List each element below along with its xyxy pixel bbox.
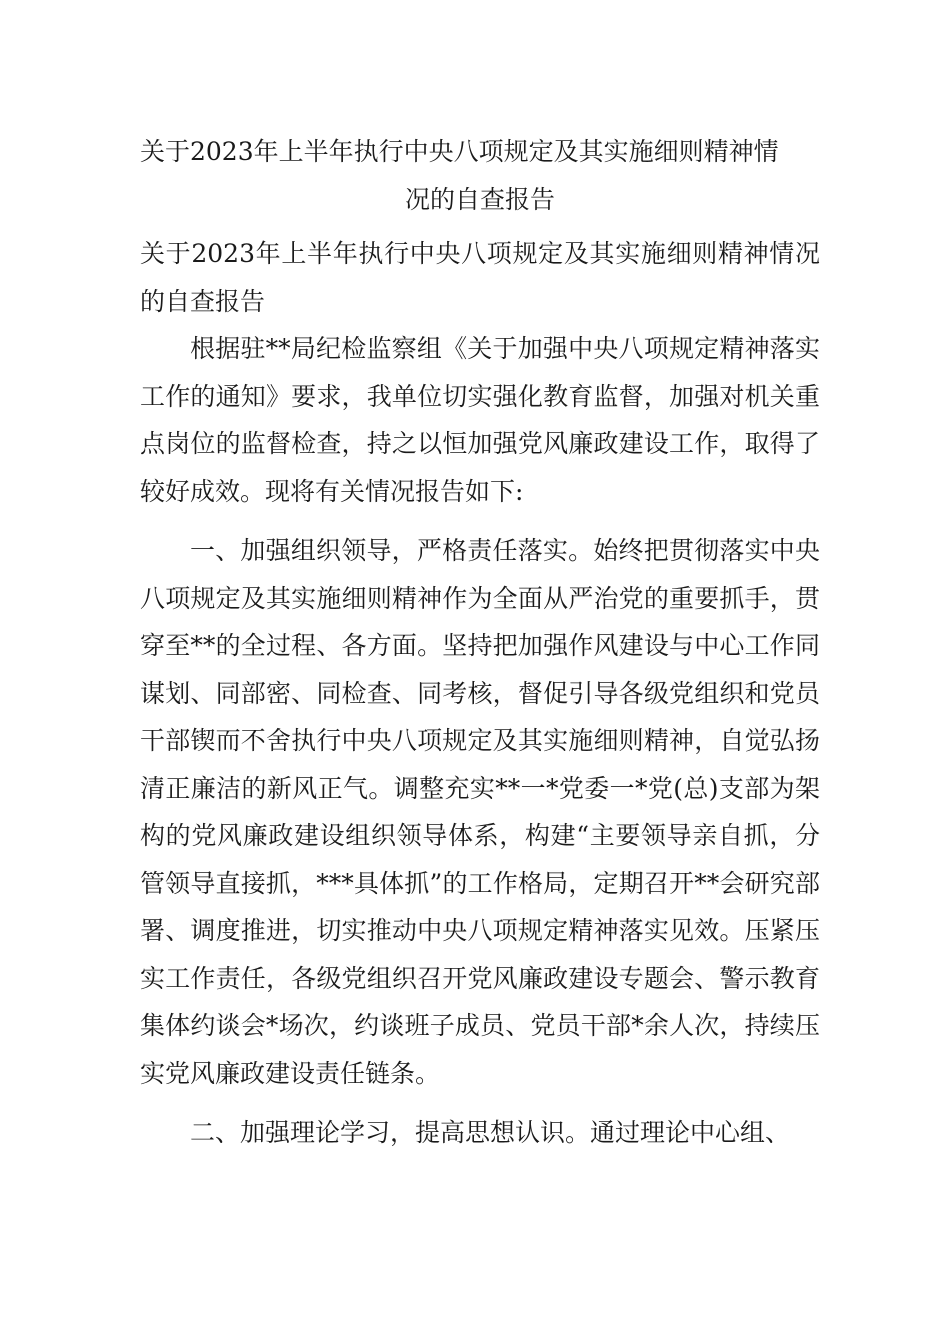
paragraph-intro: 根据驻**局纪检监察组《关于加强中央八项规定精神落实工作的通知》要求，我单位切实强化教育监督，加强对机关重点岗位的监督检查，持之以恒加强党风廉政建设工作，取得了较好成效。现将有关情况报告如下: <box>140 334 820 506</box>
paragraph-section-2: 二、加强理论学习，提高思想认识。通过理论中心组、 <box>190 1118 791 1147</box>
paragraph-section-1: 一、加强组织领导，严格责任落实。始终把贯彻落实中央八项规定及其实施细则精神作为全面从严治党的重要抓手，贯穿至**的全过程、各方面。坚持把加强作风建设与中心工作同谋划、同部密、同检查、同考核，督促引导各级党组织和党员干部锲而不舍执行中央八项规定及其实施细则精神，自觉弘扬清正廉洁的新风正气。调整充实**一*党委一*党(总)支部为架构的党风廉政建设组织领导体系，构建“主要领导亲自抓，分管领导直接抓，***具体抓”的工作格局，定期召开**会研究部署、调度推进，切实推动中央八项规定精神落实见效。压紧压实工作责任，各级党组织召开党风廉政建设专题会、警示教育集体约谈会*场次，约谈班子成员、党员干部*余人次，持续压实党风廉政建设责任链条。 <box>140 536 820 1088</box>
title-line-1: 关于2023年上半年执行中央八项规定及其实施细则精神情 <box>140 137 779 166</box>
repeated-title: 关于2023年上半年执行中央八项规定及其实施细则精神情况的自查报告 <box>140 239 820 316</box>
document-body <box>140 230 820 1169</box>
document-title <box>140 128 820 224</box>
title-line-2: 况的自查报告 <box>404 185 555 214</box>
